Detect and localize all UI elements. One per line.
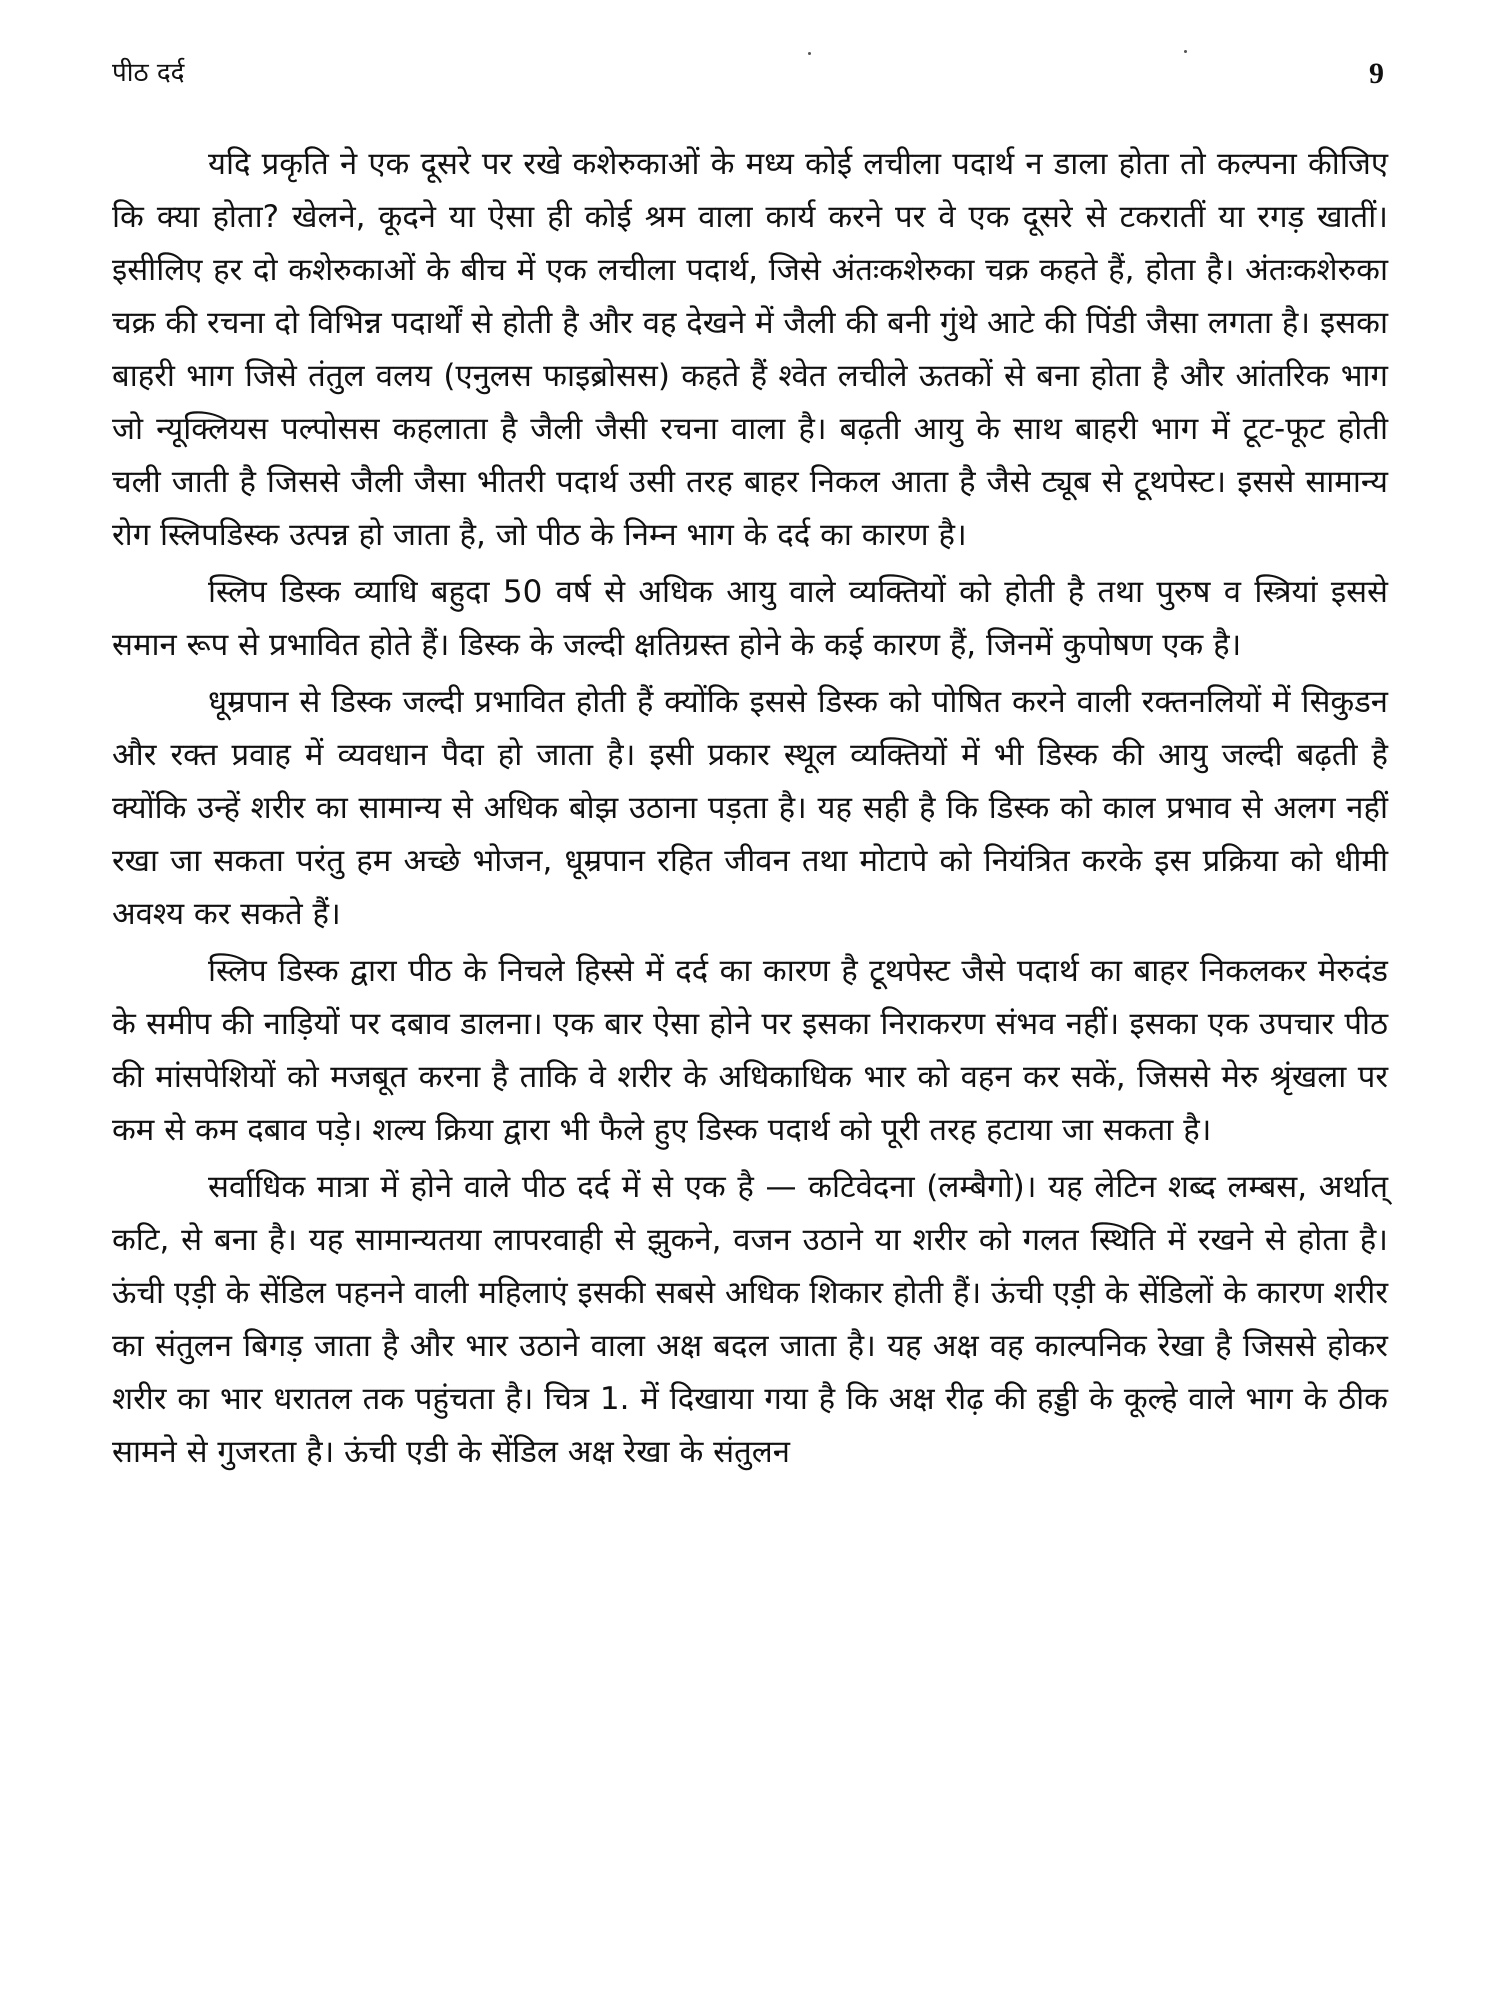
paragraph-2: स्लिप डिस्क व्याधि बहुदा 50 वर्ष से अधिक आयु वाले व्यक्तियों को होती है तथा पुरुष व स्त्रियां इससे समान रूप से प्रभावित होते हैं। डिस्क के जल्दी क्षतिग्रस्त होने के कई कारण हैं, जिनमें कुपोषण एक है। [112,574,1388,663]
paragraph-4: स्लिप डिस्क द्वारा पीठ के निचले हिस्से में दर्द का कारण है टूथपेस्ट जैसे पदार्थ का बाहर निकलकर मेरुदंड के समीप की नाड़ियों पर दबाव डालना। एक बार ऐसा होने पर इसका निराकरण संभव नहीं। इसका एक उपचार पीठ की मांसपेशियों को मजबूत करना है ताकि वे शरीर के अधिकाधिक भार को वहन कर सकें, जिससे मेरु श्रृंखला पर कम से कम दबाव पड़े। शल्य क्रिया द्वारा भी फैले हुए डिस्क पदार्थ को पूरी तरह हटाया जा सकता है। [112,953,1388,1148]
paragraph-5: सर्वाधिक मात्रा में होने वाले पीठ दर्द में से एक है — कटिवेदना (लम्बैगो)। यह लेटिन शब्द लम्बस, अर्थात् कटि, से बना है। यह सामान्यतया लापरवाही से झुकने, वजन उठाने या शरीर को गलत स्थिति में रखने से होता है। ऊंची एड़ी के सेंडिल पहनने वाली महिलाएं इसकी सबसे अधिक शिकार होती हैं। ऊंची एड़ी के सेंडिलों के कारण शरीर का संतुलन बिगड़ जाता है और भार उठाने वाला अक्ष बदल जाता है। यह अक्ष वह काल्पनिक रेखा है जिससे होकर शरीर का भार धरातल तक पहुंचता है। चित्र 1. में दिखाया गया है कि अक्ष रीढ़ की हड्डी के कूल्हे वाले भाग के ठीक सामने से गुजरता है। ऊंची एडी के सेंडिल अक्ष रेखा के संतुलन [112,1169,1388,1470]
page-number: 9 [1369,57,1384,90]
body-text [112,138,1388,1483]
running-title: पीठ दर्द [112,58,185,88]
scan-speck [1184,50,1187,53]
paragraph-3: धूम्रपान से डिस्क जल्दी प्रभावित होती हैं क्योंकि इससे डिस्क को पोषित करने वाली रक्तनलियों में सिकुडन और रक्त प्रवाह में व्यवधान पैदा हो जाता है। इसी प्रकार स्थूल व्यक्तियों में भी डिस्क की आयु जल्दी बढ़ती है क्योंकि उन्हें शरीर का सामान्य से अधिक बोझ उठाना पड़ता है। यह सही है कि डिस्क को काल प्रभाव से अलग नहीं रखा जा सकता परंतु हम अच्छे भोजन, धूम्रपान रहित जीवन तथा मोटापे को नियंत्रित करके इस प्रक्रिया को धीमी अवश्य कर सकते हैं। [112,684,1388,932]
scan-speck [808,52,811,55]
paragraph-1: यदि प्रकृति ने एक दूसरे पर रखे कशेरुकाओं के मध्य कोई लचीला पदार्थ न डाला होता तो कल्पना कीजिए कि क्या होता? खेलने, कूदने या ऐसा ही कोई श्रम वाला कार्य करने पर वे एक दूसरे से टकरातीं या रगड़ खातीं। इसीलिए हर दो कशेरुकाओं के बीच में एक लचीला पदार्थ, जिसे अंतःकशेरुका चक्र कहते हैं, होता है। अंतःकशेरुका चक्र की रचना दो विभिन्न पदार्थों से होती है और वह देखने में जैली की बनी गुंथे आटे की पिंडी जैसा लगता है। इसका बाहरी भाग जिसे तंतुल वलय (एनुलस फाइब्रोसस) कहते हैं श्वेत लचीले ऊतकों से बना होता है और आंतरिक भाग जो न्यूक्लियस पल्पोसस कहलाता है जैली जैसी रचना वाला है। बढ़ती आयु के साथ बाहरी भाग में टूट-फूट होती चली जाती है जिससे जैली जैसा भीतरी पदार्थ उसी तरह बाहर निकल आता है जैसे ट्यूब से टूथपेस्ट। इससे सामान्य रोग स्लिपडिस्क उत्पन्न हो जाता है, जो पीठ के निम्न भाग के दर्द का कारण है। [112,146,1388,553]
